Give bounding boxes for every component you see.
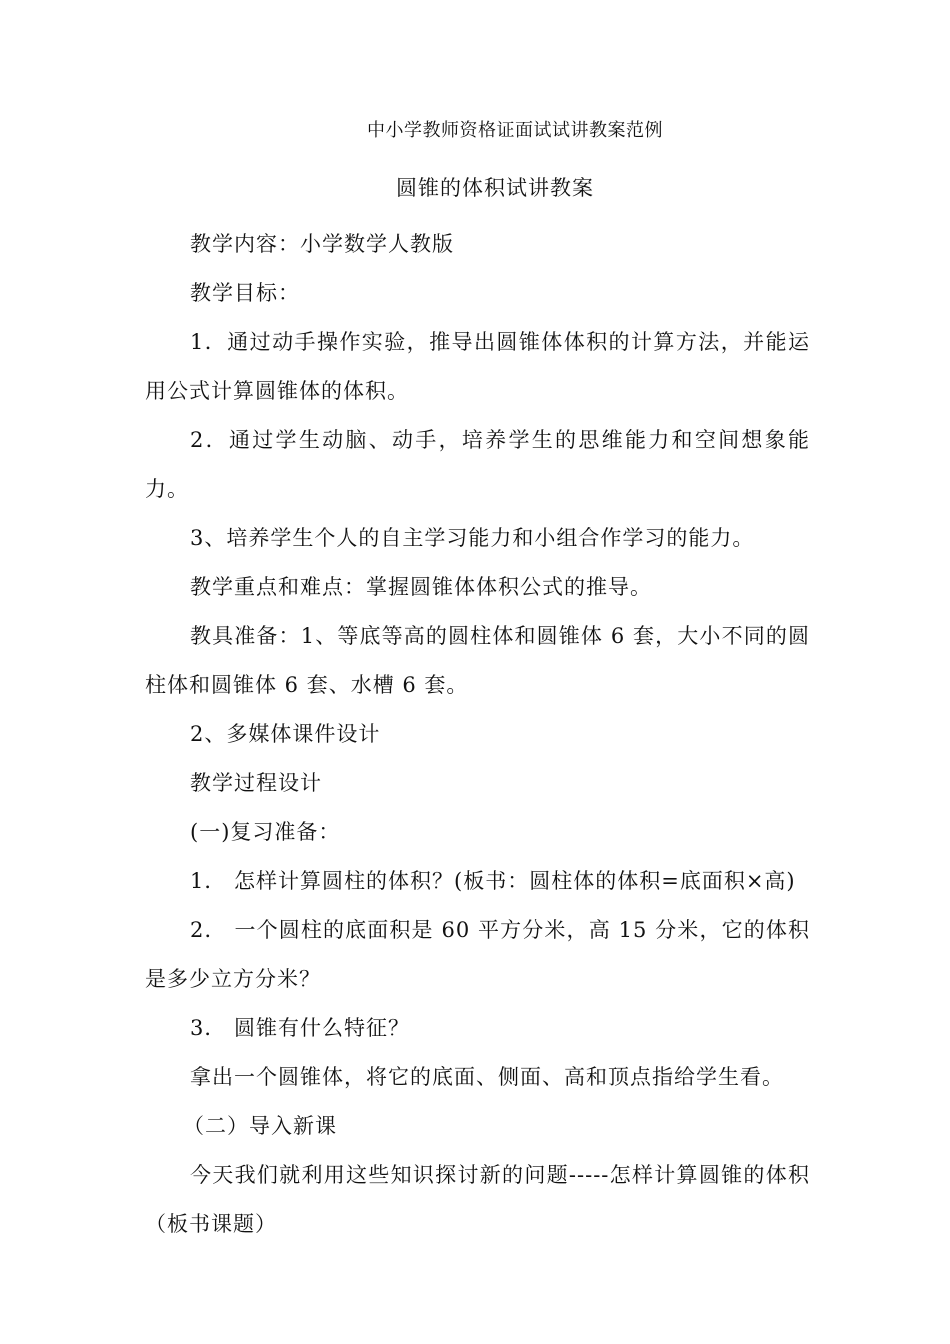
teaching-content: 教学内容：小学数学人教版 (190, 232, 454, 256)
intro-heading: （二）导入新课 (183, 1114, 337, 1138)
review-item-2: 2． 一个圆柱的底面积是 60 平方分米，高 15 分米，它的体积是多少立方分米？ (145, 918, 810, 991)
materials-2: 2、多媒体课件设计 (190, 722, 381, 746)
objective-2: 2．通过学生动脑、动手，培养学生的思维能力和空间想象能力。 (145, 428, 810, 501)
review-item-3: 3． 圆锥有什么特征？ (190, 1016, 411, 1040)
process-heading: 教学过程设计 (190, 771, 322, 795)
objective-3: 3、培养学生个人的自主学习能力和小组合作学习的能力。 (190, 526, 755, 550)
review-item-1: 1． 怎样计算圆柱的体积？(板书：圆柱体的体积=底面积×高) (190, 869, 796, 893)
objectives-heading: 教学目标： (190, 281, 300, 305)
objective-1: 1．通过动手操作实验，推导出圆锥体体积的计算方法，并能运用公式计算圆锥体的体积。 (145, 330, 810, 403)
lesson-title: 圆锥的体积试讲教案 (396, 176, 594, 200)
materials: 教具准备：1、等底等高的圆柱体和圆锥体 6 套，大小不同的圆柱体和圆锥体 6 套、水槽 6 套。 (145, 624, 810, 697)
intro-text: 今天我们就利用这些知识探讨新的问题-----怎样计算圆锥的体积（板书课题） (145, 1163, 810, 1236)
review-heading: (一)复习准备： (190, 820, 341, 844)
key-points: 教学重点和难点：掌握圆锥体体积公式的推导。 (190, 575, 652, 599)
document-body (145, 220, 810, 1249)
series-title: 中小学教师资格证面试试讲教案范例 (367, 120, 663, 141)
review-demo: 拿出一个圆锥体，将它的底面、侧面、高和顶点指给学生看。 (190, 1065, 784, 1089)
